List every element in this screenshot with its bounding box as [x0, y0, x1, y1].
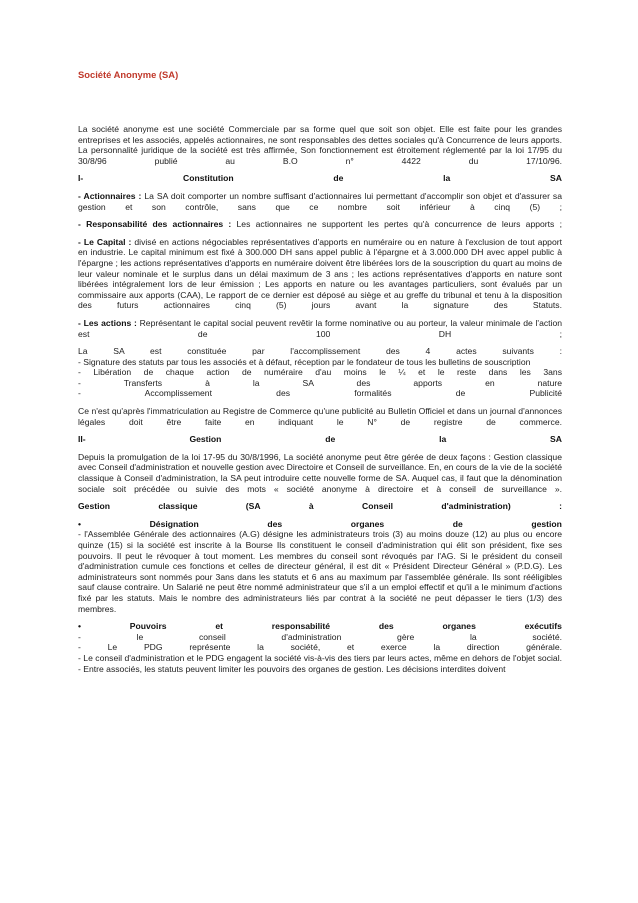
- accomplissement-line: - Signature des statuts par tous les associés et à défaut, réception par le fondateur de tous les bulletins de souscription: [78, 356, 531, 367]
- actions-paragraph: - Les actions : Représentant le capital social peuvent revêtir la forme nominative ou au porteur, la valeur minimale de l'action est de 100 DH ;: [78, 317, 562, 339]
- section-heading-gestion: II- Gestion de la SA: [78, 434, 562, 445]
- accomplissement-line: La SA est constituée par l'accomplissement des 4 actes suivants :: [78, 346, 562, 357]
- pouvoirs-item: - Entre associés, les statuts peuvent limiter les pouvoirs des organes de gestion. Les décisions interdites doivent: [78, 663, 506, 674]
- gestion-classique-heading: Gestion classique (SA à Conseil d'administration) :: [78, 501, 562, 512]
- pouvoirs-item: - Le conseil d'administration et le PDG engagent la société vis-à-vis des tiers par leurs actes, même en dehors de l'objet social.: [78, 652, 562, 663]
- responsabilite-paragraph: - Responsabilité des actionnaires : Les actionnaires ne supportent les pertes qu'à concurrence de leurs apports ;: [78, 219, 562, 230]
- pouvoirs-item: - Le PDG représente la société, et exerce la direction générale.: [78, 642, 562, 653]
- section-heading-constitution: I- Constitution de la SA: [78, 173, 562, 184]
- immatriculation-paragraph: Ce n'est qu'après l'immatriculation au Registre de Commerce qu'une publicité au Bulletin Officiel et dans un journal d'annonces légales doit être faite en indiquant le N° de registre de commerce.: [78, 406, 562, 427]
- capital-paragraph: - Le Capital : divisé en actions négociables représentatives d'apports en numéraire ou en nature à l'exclusion de tout apport en industrie. Le capital minimum est fixé à 300.000 DH sans appel public à l'épargne et à 3.000.000 DH avec appel public à l'épargne ; les actions représentatives d'apports en numéraire doivent être libérées lors de la souscription du quart au moins de leur valeur nominale et le surplus dans un délai maximum de 3 ans ; les actions représentatives d'apports en nature sont libérées intégralement lors de leur émission ; Les apports en nature ou les avantages particuliers, sont évalués par un commissaire aux apports (CAA), Le rapport de ce dernier est déposé au siège et au greffe du tribunal et tenu à la disposition des futurs actionnaires cinq (5) jours avant la signature des Statuts.: [78, 236, 562, 311]
- pouvoirs-item: - le conseil d'administration gère la société.: [78, 631, 562, 642]
- accomplissement-block: [78, 346, 562, 399]
- pouvoirs-heading: • Pouvoirs et responsabilité des organes exécutifs: [78, 621, 562, 632]
- accomplissement-line: - Transferts à la SA des apports en nature: [78, 377, 562, 388]
- designation-paragraph: - l'Assemblée Générale des actionnaires (A.G) désigne les administrateurs trois (3) au moins douze (12) au plus ou encore quinze (15) si la société est inscrite à la Bourse Ils constituent le conseil d'administration qui élit son président, fixe ses pouvoirs. Il peut le révoquer à tout moment. Les membres du conseil sont révoqués par l'AG. Si le président du conseil d'administration cumule ces fonctions et celles de directeur général, il est dit « Président Directeur Général » (P.D.G). Les administrateurs sont nommés pour 3ans dans les statuts et 6 ans au maximum par l'assemblée générale. Ils sont rééligibles sauf clause contraire. Un Salarié ne peut être nommé administrateur que s'il a un emploi effectif et qu'il a le minimum d'actions fixé par les statuts. Mais le nombre des administrateurs liés par contrat à la société ne peut dépasser le tiers (1/3) des membres.: [78, 529, 562, 614]
- actionnaires-paragraph: - Actionnaires : La SA doit comporter un nombre suffisant d'actionnaires lui permettant d'accomplir son objet et d'assurer sa gestion et son contrôle, sans que ce nombre soit inférieur à cinq (5) ;: [78, 190, 562, 212]
- gestion-intro-paragraph: Depuis la promulgation de la loi 17-95 du 30/8/1996, La société anonyme peut être gérée de deux façons : Gestion classique avec Conseil d'administration et nouvelle gestion avec Directoire et Conseil de surveillance. En, en cours de la vie de la société classique à Conseil d'administration, la SA peut introduire cette nouvelle forme de SA. Auquel cas, il faut que la dénomination sociale soit précédée ou suivie des mots « société anonyme à directoire et à conseil de surveillance ».: [78, 451, 562, 494]
- document-title: Société Anonyme (SA): [78, 69, 179, 80]
- accomplissement-line: - Accomplissement des formalités de Publicité: [78, 388, 562, 399]
- intro-paragraph: La société anonyme est une société Commerciale par sa forme quel que soit son objet. Elle est faite pour les grandes entreprises et les associés, appelés actionnaires, ne sont responsables des dettes sociales qu'à Concurrence de leurs apports. La personnalité juridique de la société est très affirmée, Son fonctionnement est étroitement réglementé par la loi 17/95 du 30/8/96 publié au B.O n° 4422 du 17/10/96.: [78, 124, 562, 166]
- designation-heading: • Désignation des organes de gestion: [78, 518, 562, 529]
- accomplissement-line: - Libération de chaque action de numéraire d'au moins le ¼ et le reste dans les 3ans: [78, 367, 562, 378]
- document-body: [78, 124, 562, 674]
- pouvoirs-list: [78, 632, 562, 674]
